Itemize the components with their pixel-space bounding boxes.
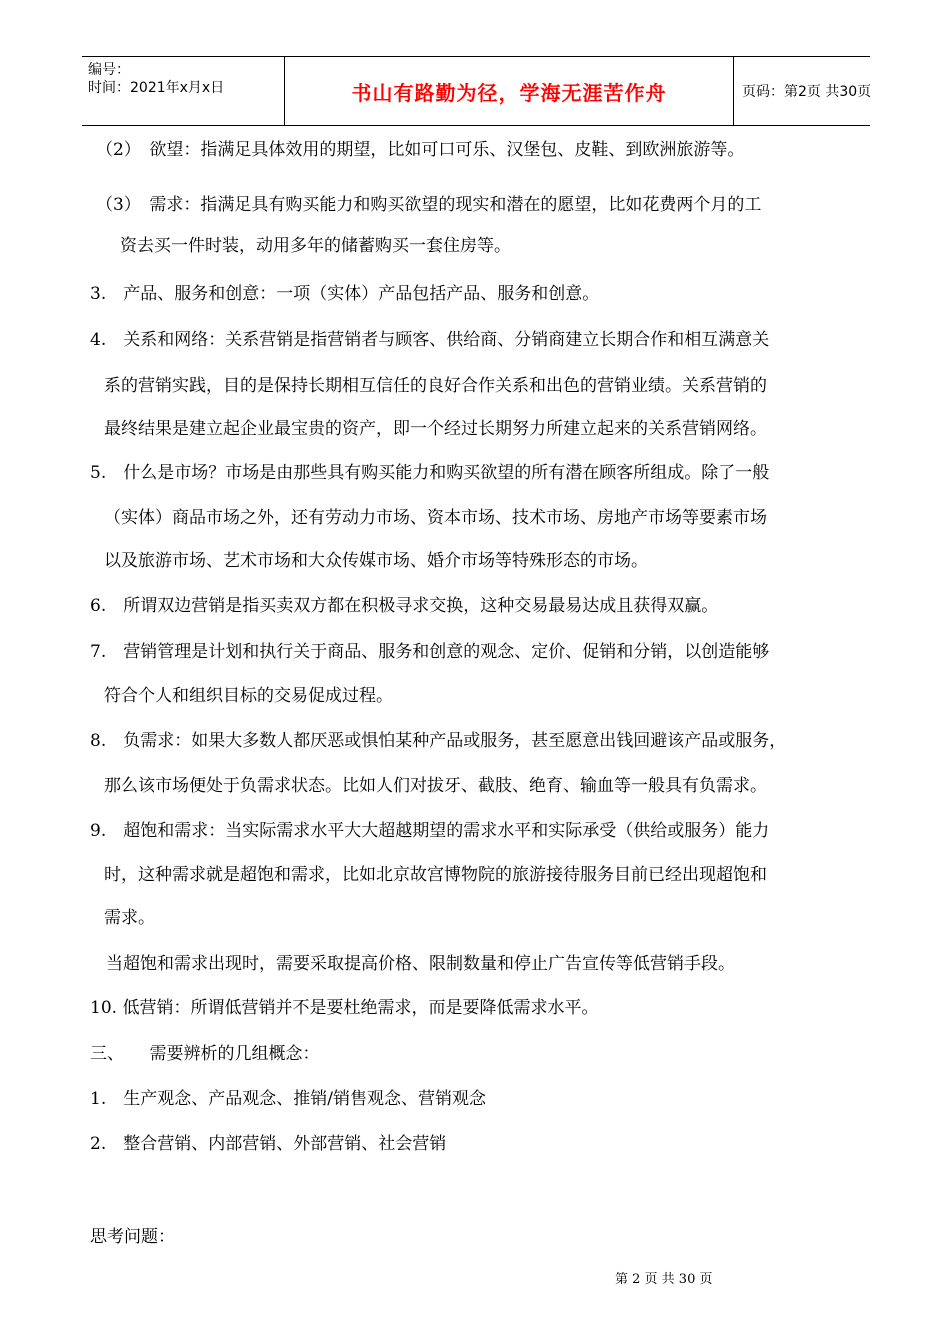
text-line: 5. 什么是市场？市场是由那些具有购买能力和购买欲望的所有潜在顾客所组成。除了一般 [90, 463, 770, 483]
header-page-info: 页码：第2页 共30页 [742, 84, 872, 100]
text-line: 6. 所谓双边营销是指买卖双方都在积极寻求交换，这种交易最易达成且获得双赢。 [90, 596, 719, 616]
header-meta [88, 61, 284, 97]
text-line: 4. 关系和网络：关系营销是指营销者与顾客、供给商、分销商建立长期合作和相互满意关 [90, 330, 770, 350]
text-line: 2. 整合营销、内部营销、外部营销、社会营销 [90, 1134, 447, 1154]
header-motto: 书山有路勤为径，学海无涯苦作舟 [284, 57, 734, 125]
text-line: 7. 营销管理是计划和执行关于商品、服务和创意的观念、定价、促销和分销，以创造能够 [90, 642, 770, 662]
text-line: 当超饱和需求出现时，需要采取提高价格、限制数量和停止广告宣传等低营销手段。 [106, 954, 735, 974]
text-line: 9. 超饱和需求：当实际需求水平大大超越期望的需求水平和实际承受（供给或服务）能力 [90, 821, 770, 841]
text-line: 系的营销实践，目的是保持长期相互信任的良好合作关系和出色的营销业绩。关系营销的 [104, 376, 767, 396]
text-line: 符合个人和组织目标的交易促成过程。 [104, 686, 393, 706]
text-line: （2） 欲望：指满足具体效用的期望，比如可口可乐、汉堡包、皮鞋、到欧洲旅游等。 [96, 140, 745, 160]
text-line: 最终结果是建立起企业最宝贵的资产，即一个经过长期努力所建立起来的关系营销网络。 [104, 419, 767, 439]
text-line: 以及旅游市场、艺术市场和大众传媒市场、婚介市场等特殊形态的市场。 [104, 551, 648, 571]
text-line: 8. 负需求：如果大多数人都厌恶或惧怕某种产品或服务，甚至愿意出钱回避该产品或服务， [90, 731, 787, 751]
text-line: （3） 需求：指满足具有购买能力和购买欲望的现实和潜在的愿望，比如花费两个月的工 [96, 195, 762, 215]
text-line: 1. 生产观念、产品观念、推销/销售观念、营销观念 [90, 1089, 486, 1109]
section-heading: 三、 需要辨析的几组概念： [90, 1044, 320, 1064]
text-line: 思考问题： [90, 1227, 175, 1247]
page-footer: 第 2 页 共 30 页 [615, 1272, 713, 1287]
text-line: 时，这种需求就是超饱和需求，比如北京故宫博物院的旅游接待服务目前已经出现超饱和 [104, 865, 767, 885]
text-line: 需求。 [104, 908, 155, 928]
text-line: 那么该市场便处于负需求状态。比如人们对拔牙、截肢、绝育、输血等一般具有负需求。 [104, 776, 767, 796]
document-time: 时间：2021年x月x日 [88, 80, 225, 96]
text-line: 资去买一件时装，动用多年的储蓄购买一套住房等。 [120, 236, 511, 256]
document-number-label: 编号： [88, 62, 130, 78]
text-line: 10. 低营销：所谓低营销并不是要杜绝需求，而是要降低需求水平。 [90, 998, 599, 1018]
text-line: 3. 产品、服务和创意：一项（实体）产品包括产品、服务和创意。 [90, 284, 600, 304]
page-header [82, 56, 870, 126]
text-line: （实体）商品市场之外，还有劳动力市场、资本市场、技术市场、房地产市场等要素市场 [104, 508, 767, 528]
